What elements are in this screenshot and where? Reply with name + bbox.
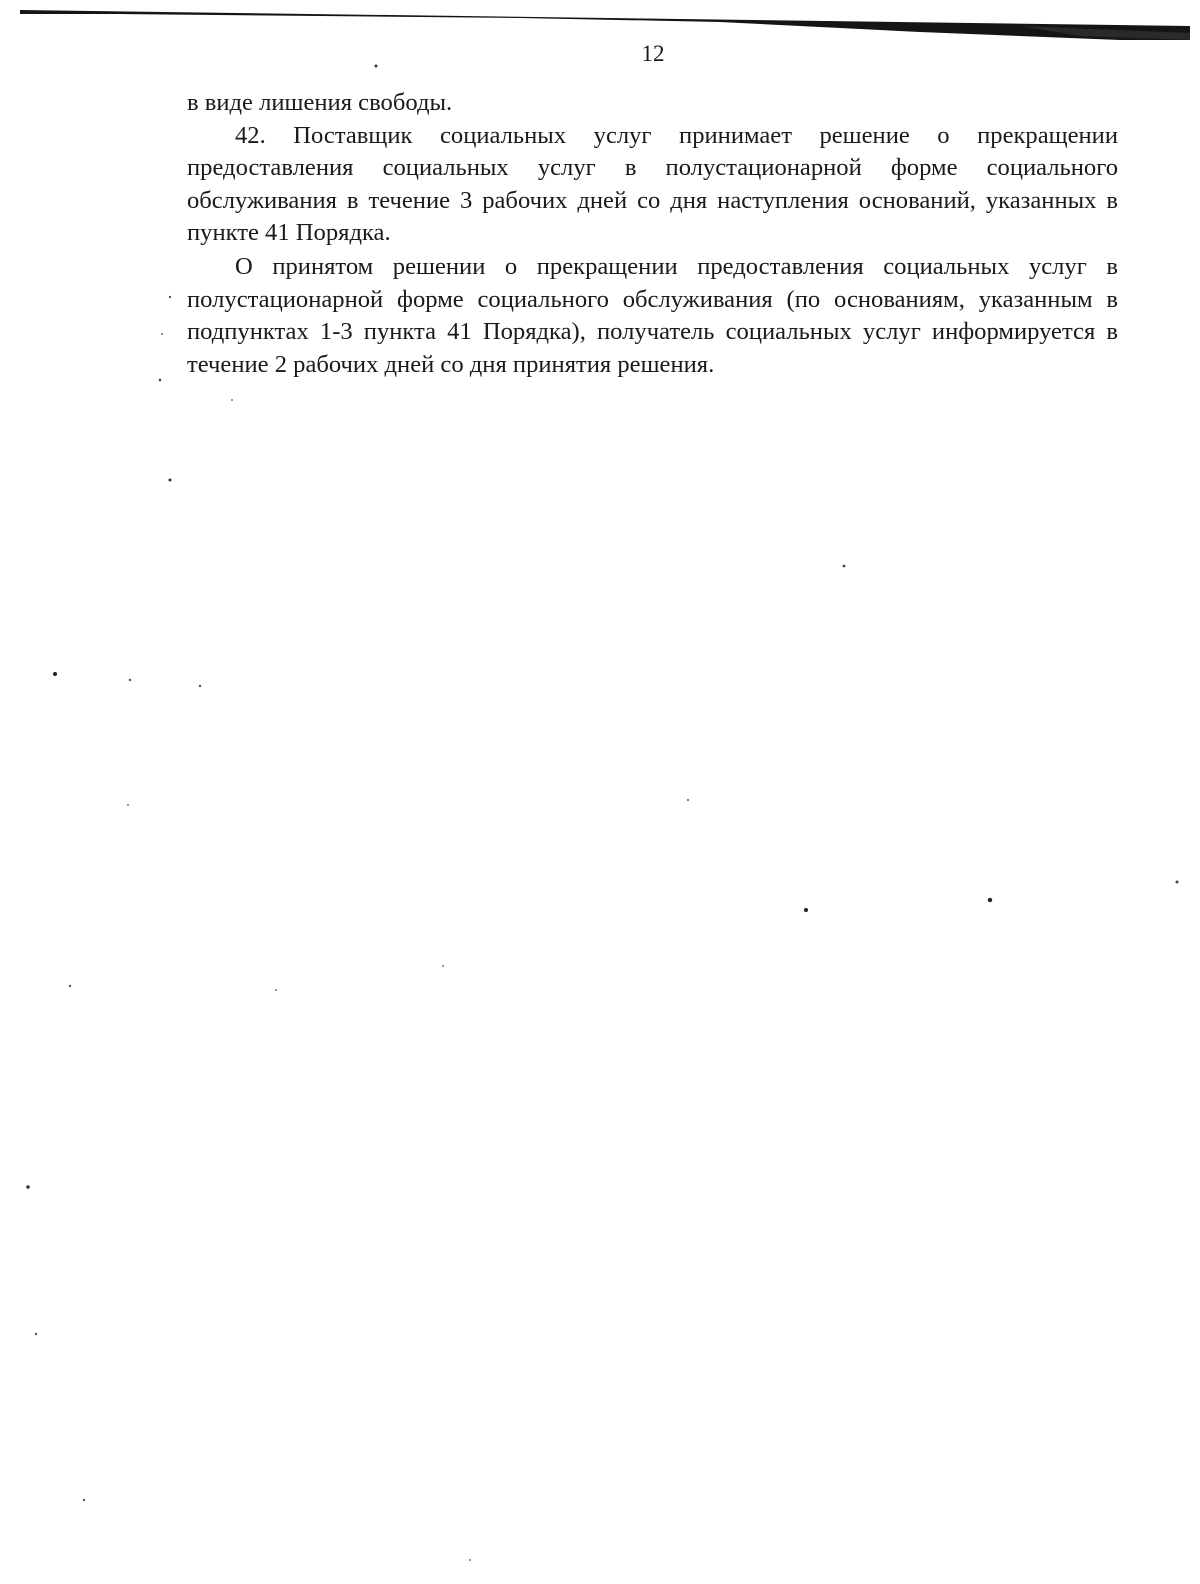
- scan-top-edge: [20, 6, 1190, 40]
- paragraph-notification: О принятом решении о прекращении предоставления социальных услуг в полустационарной форме социального обслуживания (по основаниям, указанным в подпунктах 1-3 пункта 41 Порядка), получатель социальных услуг информируется в течение 2 рабочих дней со дня принятия решения.: [187, 252, 1118, 378]
- document-body: [187, 87, 1118, 381]
- page-number: 12: [641, 41, 665, 66]
- paragraph-42: 42. Поставщик социальных услуг принимает решение о прекращении предоставления социальных услуг в полустационарной форме социального обслуживания в течение 3 рабочих дней со дня наступления оснований, указанных в пункте 41 Порядка.: [187, 121, 1118, 247]
- continuation-line: в виде лишения свободы.: [187, 89, 453, 116]
